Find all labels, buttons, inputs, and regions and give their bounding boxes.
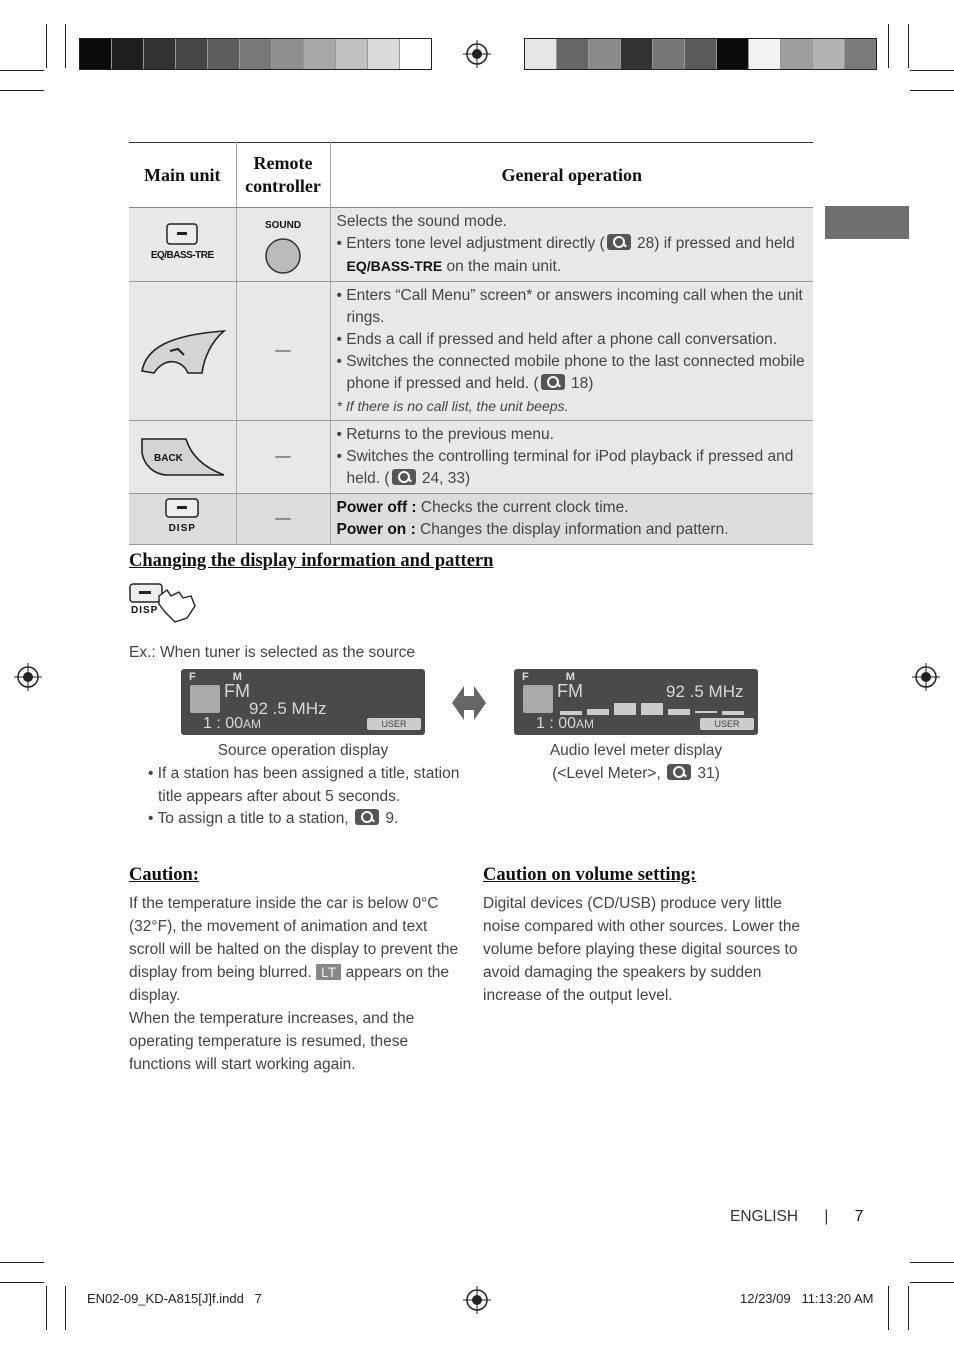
back-button-label: BACK bbox=[154, 453, 184, 464]
table-row bbox=[129, 282, 813, 421]
example-text: Ex.: When tuner is selected as the source bbox=[129, 644, 416, 661]
crop-mark bbox=[0, 90, 44, 91]
header-main-unit: Main unit bbox=[129, 143, 236, 208]
crop-mark bbox=[908, 24, 909, 68]
table-header-row bbox=[129, 143, 813, 208]
phone-button-icon bbox=[138, 327, 226, 375]
crop-mark bbox=[910, 90, 954, 91]
crop-mark bbox=[0, 1262, 44, 1263]
section-heading-display: Changing the display information and pattern bbox=[129, 551, 494, 571]
section-tab bbox=[825, 206, 909, 239]
main-unit-cell bbox=[129, 282, 236, 421]
magnifier-icon bbox=[541, 374, 565, 390]
crop-mark bbox=[908, 1286, 909, 1330]
slug-date: 12/23/09 11:13:20 AM bbox=[740, 1291, 874, 1306]
color-bar-left bbox=[79, 38, 432, 70]
table-row bbox=[129, 421, 813, 494]
operation-cell: • Returns to the previous menu. • Switches the controlling terminal for iPod playback if pressed and held. ( 24, 33) bbox=[330, 421, 813, 494]
header-remote: Remote controller bbox=[236, 143, 330, 208]
operation-cell: Power off : Checks the current clock time. Power on : Changes the display information and pattern. bbox=[330, 494, 813, 545]
remote-cell bbox=[236, 208, 330, 282]
disp-button-label: DISP bbox=[168, 523, 196, 534]
antenna-icon bbox=[523, 685, 553, 713]
lcd-level-meter-display: F M FM 92 .5 MHz 1 : 00AM USER bbox=[514, 669, 758, 735]
caution-volume-text: Digital devices (CD/USB) produce very little noise compared with other sources. Lower the volume before playing these digital sources to avoid damaging the speakers by sudden increase of the output level. bbox=[483, 895, 801, 1004]
page-footer: ENGLISH | 7 bbox=[730, 1208, 864, 1225]
remote-cell: — bbox=[236, 282, 330, 421]
sound-button-label: SOUND bbox=[264, 219, 302, 231]
header-operation: General operation bbox=[330, 143, 813, 208]
registration-mark-bottom bbox=[463, 1286, 491, 1314]
back-button-icon bbox=[138, 435, 226, 479]
lt-indicator: LT bbox=[316, 964, 341, 980]
color-bar-right bbox=[524, 38, 877, 70]
level-meter-caption-ref: (<Level Meter>, 31) bbox=[552, 765, 720, 782]
left-bullet: • To assign a title to a station, 9. bbox=[148, 810, 399, 827]
crop-mark bbox=[0, 70, 44, 71]
crop-mark bbox=[910, 1282, 954, 1283]
crop-mark bbox=[65, 24, 66, 68]
page-number: 7 bbox=[854, 1208, 864, 1225]
magnifier-icon bbox=[667, 764, 691, 780]
crop-mark bbox=[46, 24, 47, 68]
left-bullet: • If a station has been assigned a title, station title appears after about 5 seconds. bbox=[148, 765, 460, 805]
operations-table bbox=[129, 142, 813, 545]
switch-arrow-icon bbox=[452, 684, 486, 722]
crop-mark bbox=[888, 24, 889, 68]
crop-mark bbox=[910, 70, 954, 71]
registration-mark-right bbox=[912, 663, 940, 691]
magnifier-icon bbox=[607, 234, 631, 250]
antenna-icon bbox=[190, 685, 220, 713]
crop-mark bbox=[910, 1262, 954, 1263]
table-row bbox=[129, 494, 813, 545]
level-meter-caption: Audio level meter display bbox=[549, 742, 723, 759]
caution-volume-heading: Caution on volume setting: bbox=[483, 865, 697, 885]
slug-file: EN02-09_KD-A815[J]f.indd 7 bbox=[87, 1291, 262, 1306]
registration-mark-top bbox=[463, 40, 491, 68]
remote-cell: — bbox=[236, 494, 330, 545]
main-unit-cell bbox=[129, 494, 236, 545]
magnifier-icon bbox=[392, 469, 416, 485]
disp-button-icon bbox=[165, 498, 199, 518]
crop-mark bbox=[65, 1286, 66, 1330]
crop-mark bbox=[888, 1286, 889, 1330]
main-unit-cell bbox=[129, 421, 236, 494]
disp-press-label: DISP bbox=[131, 605, 159, 616]
disp-press-icon bbox=[129, 582, 199, 626]
caution-heading: Caution: bbox=[129, 865, 199, 885]
remote-cell: — bbox=[236, 421, 330, 494]
operation-cell: • Enters “Call Menu” screen* or answers incoming call when the unit rings. • Ends a call if pressed and held after a phone call conversation. • Switches the connected mobile phone to the last connected mobile phone if pressed and held. ( 18) * If there is no call list, the unit beeps. bbox=[330, 282, 813, 421]
crop-mark bbox=[46, 1286, 47, 1330]
footnote: * If there is no call list, the unit beeps. bbox=[336, 398, 569, 414]
operation-cell: Selects the sound mode. • Enters tone level adjustment directly ( 28) if pressed and held EQ/BASS-TRE on the main unit. bbox=[330, 208, 813, 282]
main-unit-cell bbox=[129, 208, 236, 282]
table-row bbox=[129, 208, 813, 282]
eq-button-icon bbox=[166, 223, 198, 245]
eq-button-label: EQ/BASS-TRE bbox=[150, 249, 214, 261]
caution-text: If the temperature inside the car is below 0°C (32°F), the movement of animation and text scroll will be halted on the display to prevent the display from being blurred. LT appears on the display. When the temperature increases, and the operating temperature is resumed, these functions will start working again. bbox=[129, 895, 459, 1073]
lcd-source-display: F M FM 92 .5 MHz 1 : 00AM USER bbox=[181, 669, 425, 735]
registration-mark-left bbox=[14, 663, 42, 691]
sound-button-icon bbox=[264, 237, 302, 275]
crop-mark bbox=[0, 1282, 44, 1283]
magnifier-icon bbox=[355, 809, 379, 825]
source-display-caption: Source operation display bbox=[217, 742, 389, 759]
